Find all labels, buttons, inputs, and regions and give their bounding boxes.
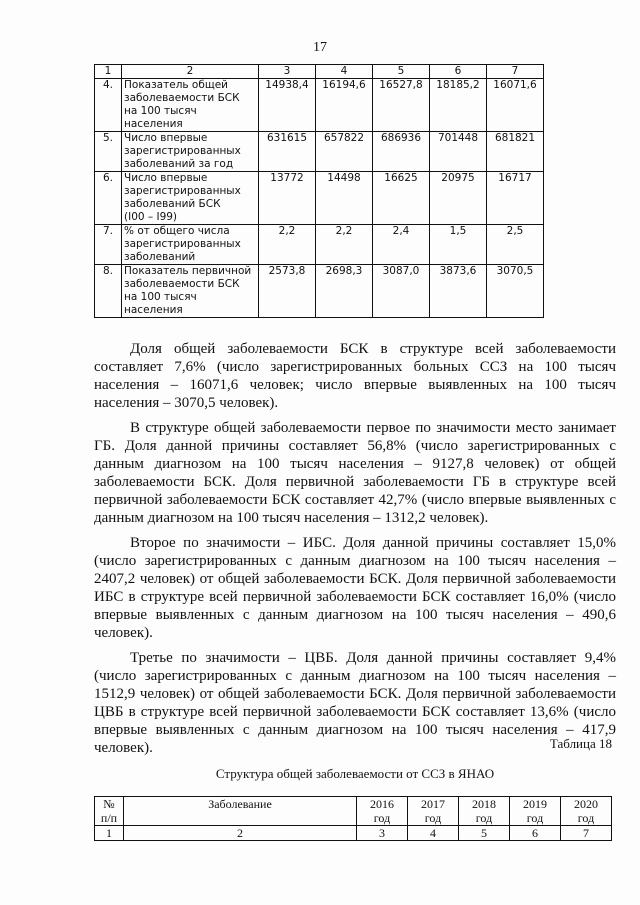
value-cell: 631615: [259, 132, 316, 172]
column-index-cell: 2: [122, 65, 259, 79]
indicator-label: Показатель первичной заболеваемости БСК на 100 тысяч населения: [122, 265, 259, 318]
value-cell: 1,5: [430, 225, 487, 265]
column-index-cell: 7: [487, 65, 544, 79]
row-number: 8.: [95, 265, 122, 318]
table-row: [95, 132, 544, 172]
table-label: Таблица 18: [549, 736, 612, 751]
value-cell: 3873,6: [430, 265, 487, 318]
table-index-row: 1 2 3 4 5 6 7: [95, 826, 612, 841]
table-caption: Структура общей заболеваемости от ССЗ в ЯНАО: [215, 766, 495, 781]
value-cell: 13772: [259, 172, 316, 225]
col-disease-header: Заболевание: [124, 797, 357, 826]
value-cell: 14498: [316, 172, 373, 225]
row-number: 6.: [95, 172, 122, 225]
column-index-cell: 5: [373, 65, 430, 79]
paragraph: В структуре общей заболеваемости первое по значимости место занимает ГБ. Доля данной причины составляет 56,8% (число зарегистрированных с данным диагнозом на 100 тысяч населения – 9127,8 человек) от общей заболеваемости БСК. Доля первичной заболеваемости ГБ в структуре всей первичной заболеваемости БСК составляет 42,7% (число впервые выявленных с данным диагнозом на 100 тысяч населения – 1312,2 человек).: [94, 420, 616, 526]
paragraph: Второе по значимости – ИБС. Доля данной причины составляет 15,0% (число зарегистрированных с данным диагнозом на 100 тысяч населения – 2407,2 человек) от общей заболеваемости БСК. Доля первичной заболеваемости ИБС в структуре всей первичной заболеваемости БСК составляет 16,0% (число впервые выявленных с данным диагнозом на 100 тысяч населения – 490,6 человек).: [94, 535, 616, 641]
col-number-header: № п/п: [95, 797, 124, 826]
value-cell: 2,2: [259, 225, 316, 265]
table-row: [95, 225, 544, 265]
column-index-cell: 6: [430, 65, 487, 79]
value-cell: 2573,8: [259, 265, 316, 318]
structure-table: [94, 796, 612, 841]
paragraph: Доля общей заболеваемости БСК в структуре всей заболеваемости составляет 7,6% (число зарегистрированных больных ССЗ на 100 тысяч населения – 16071,6 человек; число впервые выявленных на 100 тысяч населения – 3070,5 человек).: [94, 341, 616, 411]
table-header-row: [95, 797, 612, 826]
value-cell: 657822: [316, 132, 373, 172]
table-row: [95, 172, 544, 225]
paragraph: Третье по значимости – ЦВБ. Доля данной причины составляет 9,4% (число зарегистрированных с данным диагнозом на 100 тысяч населения – 1512,9 человек) от общей заболеваемости БСК. Доля первичной заболеваемости ЦВБ в структуре всей первичной заболеваемости БСК составляет 13,6% (число впервые выявленных с данным диагнозом на 100 тысяч населения – 417,9 человек).: [94, 650, 616, 756]
column-index-cell: 1: [95, 65, 122, 79]
indicator-label: Число впервые зарегистрированных заболеваний БСК (I00 – I99): [122, 172, 259, 225]
value-cell: 20975: [430, 172, 487, 225]
value-cell: 686936: [373, 132, 430, 172]
column-index-cell: 3: [259, 65, 316, 79]
value-cell: 3070,5: [487, 265, 544, 318]
row-number: 5.: [95, 132, 122, 172]
morbidity-table: [94, 64, 544, 318]
value-cell: 16194,6: [316, 79, 373, 132]
value-cell: 16071,6: [487, 79, 544, 132]
indicator-label: Показатель общей заболеваемости БСК на 100 тысяч населения: [122, 79, 259, 132]
value-cell: 2,4: [373, 225, 430, 265]
value-cell: 16717: [487, 172, 544, 225]
indicator-label: Число впервые зарегистрированных заболеваний за год: [122, 132, 259, 172]
value-cell: 2,5: [487, 225, 544, 265]
value-cell: 18185,2: [430, 79, 487, 132]
table-row: [95, 265, 544, 318]
page-number: 17: [313, 40, 327, 55]
value-cell: 3087,0: [373, 265, 430, 318]
value-cell: 701448: [430, 132, 487, 172]
col-year-header: 2018 год: [459, 797, 510, 826]
value-cell: 2,2: [316, 225, 373, 265]
value-cell: 2698,3: [316, 265, 373, 318]
value-cell: 681821: [487, 132, 544, 172]
col-year-header: 2019 год: [510, 797, 561, 826]
row-number: 7.: [95, 225, 122, 265]
row-number: 4.: [95, 79, 122, 132]
table-row: [95, 79, 544, 132]
value-cell: 16625: [373, 172, 430, 225]
body-text: [94, 340, 616, 764]
col-year-header: 2016 год: [357, 797, 408, 826]
value-cell: 14938,4: [259, 79, 316, 132]
column-index-cell: 4: [316, 65, 373, 79]
col-year-header: 2017 год: [408, 797, 459, 826]
indicator-label: % от общего числа зарегистрированных заболеваний: [122, 225, 259, 265]
value-cell: 16527,8: [373, 79, 430, 132]
table-header-row: [95, 65, 544, 79]
col-year-header: 2020 год: [561, 797, 612, 826]
